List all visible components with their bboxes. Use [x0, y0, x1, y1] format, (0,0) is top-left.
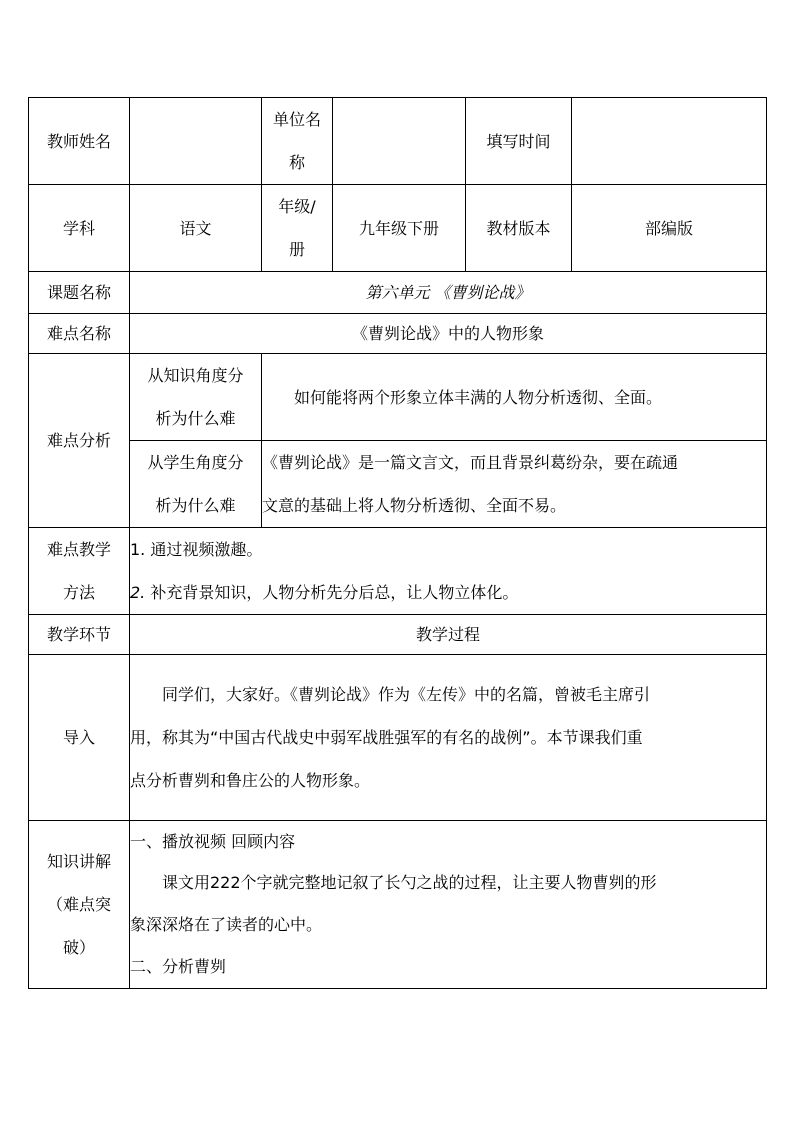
intro-line-2: 用，称其为“中国古代战史中弱军战胜强军的有名的战例”。本节课我们重 [130, 728, 643, 747]
teacher-name-value [130, 98, 262, 185]
grade-value: 九年级下册 [333, 185, 466, 272]
lecture-row [29, 821, 767, 989]
intro-line-1: 同学们，大家好。《曹刿论战》作为《左传》中的名篇，曾被毛主席引 [162, 685, 651, 704]
intro-line-3: 点分析曹刿和鲁庄公的人物形象。 [130, 771, 371, 790]
grade-label-line1: 年级/ [278, 197, 316, 216]
unit-name-label-line2: 称 [288, 153, 305, 172]
methods-label-line1: 难点教学 [46, 540, 111, 559]
knowledge-label-line2: 析为什么难 [155, 409, 236, 428]
analysis-student-row [29, 441, 767, 528]
unit-name-label-line1: 单位名 [272, 110, 321, 129]
subject-value: 语文 [130, 185, 262, 272]
grade-label [262, 185, 333, 272]
intro-label: 导入 [29, 655, 130, 821]
lecture-content [130, 821, 767, 989]
header-row-2 [29, 185, 767, 272]
student-text-line2: 文意的基础上将人物分析透彻、全面不易。 [262, 496, 567, 515]
lecture-label-line2: （难点突 [46, 895, 111, 914]
student-angle-text [262, 441, 767, 528]
process-section-value: 教学过程 [130, 615, 767, 655]
grade-label-line2: 册 [288, 240, 305, 259]
textbook-label: 教材版本 [466, 185, 572, 272]
method-item-2-number: 2. [130, 583, 146, 602]
knowledge-text-line: 如何能将两个形象立体丰满的人物分析透彻、全面。 [294, 387, 663, 407]
subject-label: 学科 [29, 185, 130, 272]
methods-label [29, 528, 130, 615]
lecture-heading-2: 二、分析曹刿 [130, 956, 227, 976]
student-label-line1: 从学生角度分 [147, 453, 244, 472]
topic-row [29, 272, 767, 314]
difficulty-label: 难点名称 [29, 314, 130, 354]
topic-value: 第六单元 《曹刿论战》 [130, 272, 767, 314]
lecture-label [29, 821, 130, 989]
method-item-2-text: 补充背景知识，人物分析先分后总，让人物立体化。 [145, 583, 519, 602]
textbook-value: 部编版 [572, 185, 767, 272]
student-label-line2: 析为什么难 [155, 496, 236, 515]
method-item-1: 1. 通过视频激趣。 [130, 540, 263, 559]
methods-label-line2: 方法 [62, 583, 95, 602]
lecture-para-line-1: 课文用222个字就完整地记叙了长勺之战的过程，让主要人物曹刿的形 [162, 872, 657, 892]
unit-name-label [262, 98, 333, 185]
analysis-label: 难点分析 [29, 354, 130, 528]
student-text-line1: 《曹刿论战》是一篇文言文，而且背景纠葛纷杂，要在疏通 [262, 453, 679, 472]
teacher-name-label: 教师姓名 [29, 98, 130, 185]
unit-name-value [333, 98, 466, 185]
intro-row [29, 655, 767, 821]
header-row-1 [29, 98, 767, 185]
lecture-label-line1: 知识讲解 [46, 852, 111, 871]
intro-content [130, 655, 767, 821]
student-angle-label [130, 441, 262, 528]
process-header-row [29, 615, 767, 655]
difficulty-row [29, 314, 767, 354]
fill-time-label: 填写时间 [466, 98, 572, 185]
knowledge-angle-label [130, 354, 262, 441]
lecture-para-line-2: 象深深烙在了读者的心中。 [130, 914, 323, 934]
lecture-heading-1: 一、播放视频 回顾内容 [130, 831, 296, 851]
methods-row [29, 528, 767, 615]
lesson-plan-table [28, 97, 767, 989]
fill-time-value [572, 98, 767, 185]
difficulty-value: 《曹刿论战》中的人物形象 [130, 314, 767, 354]
analysis-knowledge-row [29, 354, 767, 441]
knowledge-label-line1: 从知识角度分 [147, 366, 244, 385]
topic-label: 课题名称 [29, 272, 130, 314]
methods-content [130, 528, 767, 615]
process-section-label: 教学环节 [29, 615, 130, 655]
knowledge-angle-text [262, 354, 767, 441]
lecture-label-line3: 破） [62, 938, 95, 957]
method-item-2 [130, 571, 766, 614]
